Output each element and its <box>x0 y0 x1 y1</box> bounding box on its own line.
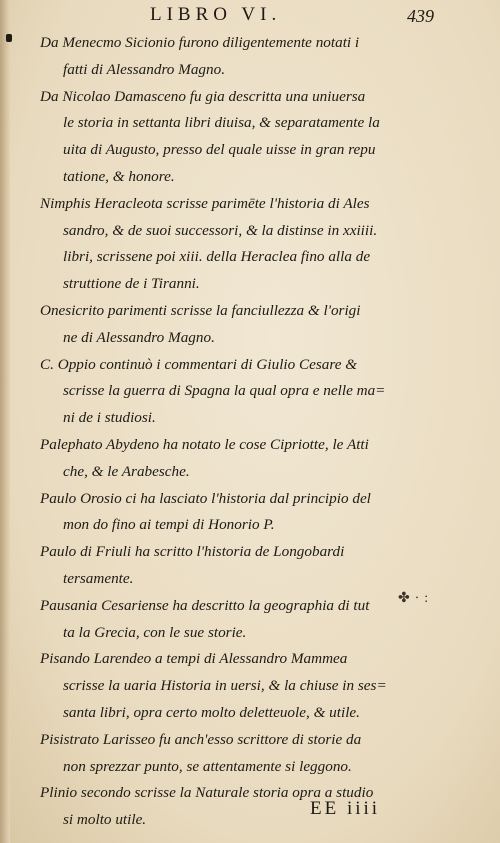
margin-mark-icon <box>6 34 12 42</box>
entry-first-line: Pisistrato Larisseo fu anch'esso scrittore di storie da <box>40 730 362 748</box>
entry-continuation-line: si molto utile. <box>63 811 147 829</box>
entry <box>40 780 465 834</box>
entry-continuation-line: tatione, & honore. <box>63 167 175 185</box>
entry-continuation-line: struttione de i Tiranni. <box>63 275 200 293</box>
signature-mark: EE iiii <box>310 798 381 819</box>
entry-first-line: Da Nicolao Damasceno fu gia descritta una uniuersa <box>40 87 366 105</box>
entry <box>40 30 465 84</box>
entry-first-line: Palephato Abydeno ha notato le cose Cipriotte, le Atti <box>40 435 369 453</box>
entry-first-line: Onesicrito parimenti scrisse la fanciullezza & l'origi <box>40 301 361 319</box>
page-gutter-shadow <box>0 0 10 843</box>
entry-first-line: Pisando Larendeo a tempi di Alessandro Mammea <box>40 650 348 668</box>
text-block <box>40 30 465 834</box>
entry-first-line: Paulo Orosio ci ha lasciato l'historia dal principio del <box>40 489 371 507</box>
entry-continuation-line: sandro, & de suoi successori, & la distinse in xxiiii. <box>63 221 378 239</box>
entry <box>40 646 465 726</box>
entry-continuation-line: ni de i studiosi. <box>63 409 156 427</box>
entry <box>40 191 465 298</box>
entry-continuation-line: le storia in settanta libri diuisa, & separatamente la <box>63 114 380 132</box>
entry-first-line: C. Oppio continuò i commentari di Giulio Cesare & <box>40 355 358 373</box>
entry-continuation-line: non sprezzar punto, se attentamente si leggono. <box>63 757 352 775</box>
entry <box>40 486 465 540</box>
entry-continuation-line: tersamente. <box>63 569 134 587</box>
entry-continuation-line: scrisse la uaria Historia in uersi, & la chiuse in ses= <box>63 677 387 695</box>
entry <box>40 727 465 781</box>
printer-ornament-icon: ✤ ∙ : <box>398 591 430 606</box>
running-title: LIBRO VI. <box>150 4 282 25</box>
entry <box>40 298 465 352</box>
entry-continuation-line: uita di Augusto, presso del quale uisse in gran repu <box>63 141 376 159</box>
entry <box>40 432 465 486</box>
entry-first-line: Nimphis Heracleota scrisse parimēte l'historia di Ales <box>40 194 370 212</box>
entry-continuation-line: santa libri, opra certo molto delettеuole, & utile. <box>63 703 360 721</box>
entry-continuation-line: libri, scrissene poi xiii. della Heraclea fino alla de <box>63 248 371 266</box>
entry-continuation-line: mon do fino ai tempi di Honorio P. <box>63 516 275 534</box>
entry-first-line: Pausania Cesariense ha descritto la geographia di tut <box>40 596 370 614</box>
entry <box>40 84 465 191</box>
entry-continuation-line: ta la Grecia, con le sue storie. <box>63 623 247 641</box>
entry-continuation-line: ne di Alessandro Magno. <box>63 328 215 346</box>
entry-first-line: Plinio secondo scrisse la Naturale storia opra a studio <box>40 784 374 802</box>
entry <box>40 352 465 432</box>
entry-first-line: Paulo di Friuli ha scritto l'historia de Longobardi <box>40 543 345 561</box>
entry-continuation-line: fatti di Alessandro Magno. <box>63 60 226 78</box>
entry <box>40 539 465 593</box>
entry-first-line: Da Menecmo Sicionio furono diligentemente notati i <box>40 34 360 51</box>
entry-continuation-line: che, & le Arabesche. <box>63 462 190 480</box>
entry-continuation-line: scrisse la guerra di Spagna la qual opra e nelle ma= <box>63 382 386 400</box>
page-number: 439 <box>407 6 434 26</box>
page-header <box>0 4 500 28</box>
